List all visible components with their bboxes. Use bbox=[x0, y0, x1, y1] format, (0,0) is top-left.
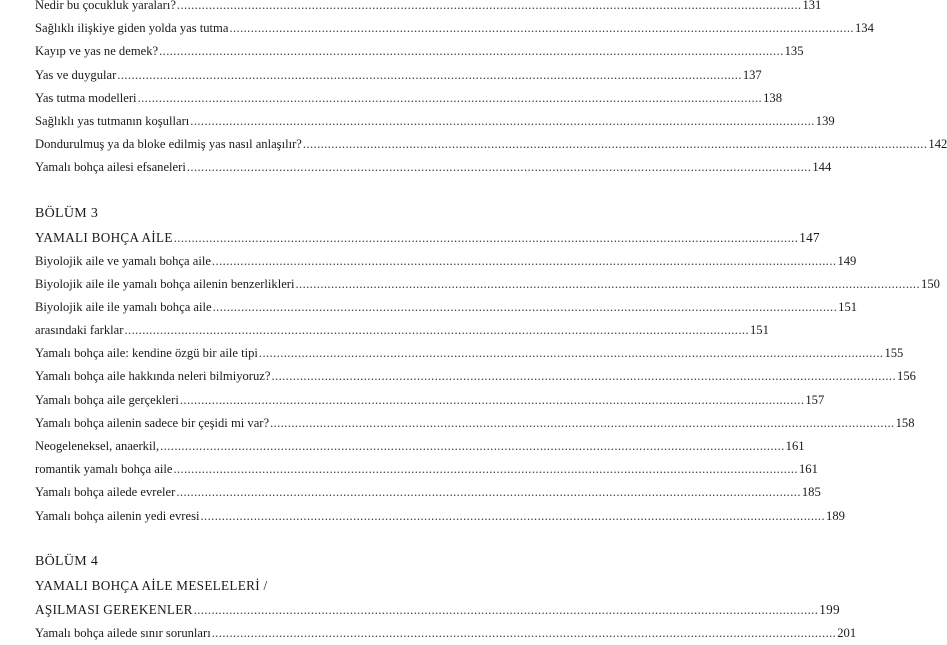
toc-entry: Sağlıklı yas tutmanın koşulları ..... 139 bbox=[35, 110, 389, 133]
toc-entry: Yamalı bohça aile gerçekleri ..... 157 bbox=[35, 389, 389, 412]
toc-entry: Yas tutma modelleri ..... 138 bbox=[35, 87, 389, 110]
toc-entry: Yamalı bohça ailede sınır sorunları ..... 201 bbox=[35, 622, 389, 645]
chapter-label: BÖLÜM 3 bbox=[35, 205, 99, 221]
toc-entry: Yamalı bohça aile: kendine özgü bir aile tipi ..... 155 bbox=[35, 342, 389, 365]
toc-entry: Yamalı bohça ailenin yedi evresi ..... 189 bbox=[35, 505, 389, 528]
chapter-title-entry: YAMALI BOHÇA AİLE ..... 147 bbox=[35, 226, 389, 250]
toc-entry: Yamalı bohça ailenin sadece bir çeşidi mi var? ..... 158 bbox=[35, 412, 389, 435]
toc-entry: Yas ve duygular ..... 137 bbox=[35, 64, 389, 87]
section-gap bbox=[35, 528, 389, 550]
toc-entry: Dondurulmuş ya da bloke edilmiş yas nasıl anlaşılır? ..... 142 bbox=[35, 133, 389, 156]
chapter-3 bbox=[35, 202, 940, 528]
toc-entry: Yamalı bohça aile hakkında neleri bilmiyoruz? ..... 156 bbox=[35, 365, 389, 388]
toc-entry: Kayıp ve yas ne demek? ..... 135 bbox=[35, 40, 389, 63]
chapter-4 bbox=[35, 550, 857, 645]
toc-entry: Yamalı bohça ailesi efsaneleri ..... 144 bbox=[35, 156, 389, 179]
chapter-label: BÖLÜM 4 bbox=[35, 553, 99, 569]
toc-entry: Yamalı bohça ailede evreler ..... 185 bbox=[35, 481, 389, 504]
toc-entry: Biyolojik aile ile yamalı bohça aile ..... 151 bbox=[35, 296, 389, 319]
toc-entry: Neogeleneksel, anaerkil, ..... 161 bbox=[35, 435, 389, 458]
table-of-contents bbox=[35, 0, 947, 645]
toc-entry: arasındaki farklar ..... 151 bbox=[35, 319, 389, 342]
toc-entry: Nedir bu çocukluk yaraları? ..... 131 bbox=[35, 0, 389, 17]
toc-entry: Biyolojik aile ile yamalı bohça ailenin benzerlikleri ..... 150 bbox=[35, 273, 389, 296]
chapter-title-entry: AŞILMASI GEREKENLER ..... 199 bbox=[35, 598, 389, 622]
section-gap bbox=[35, 180, 389, 202]
chapter-title-line-1: YAMALI BOHÇA AİLE MESELELERİ / bbox=[35, 577, 268, 593]
toc-section-top bbox=[35, 0, 947, 180]
toc-entry: Sağlıklı ilişkiye giden yolda yas tutma ..... 134 bbox=[35, 17, 389, 40]
toc-entry: Biyolojik aile ve yamalı bohça aile ..... 149 bbox=[35, 250, 389, 273]
toc-entry: romantik yamalı bohça aile ..... 161 bbox=[35, 458, 389, 481]
